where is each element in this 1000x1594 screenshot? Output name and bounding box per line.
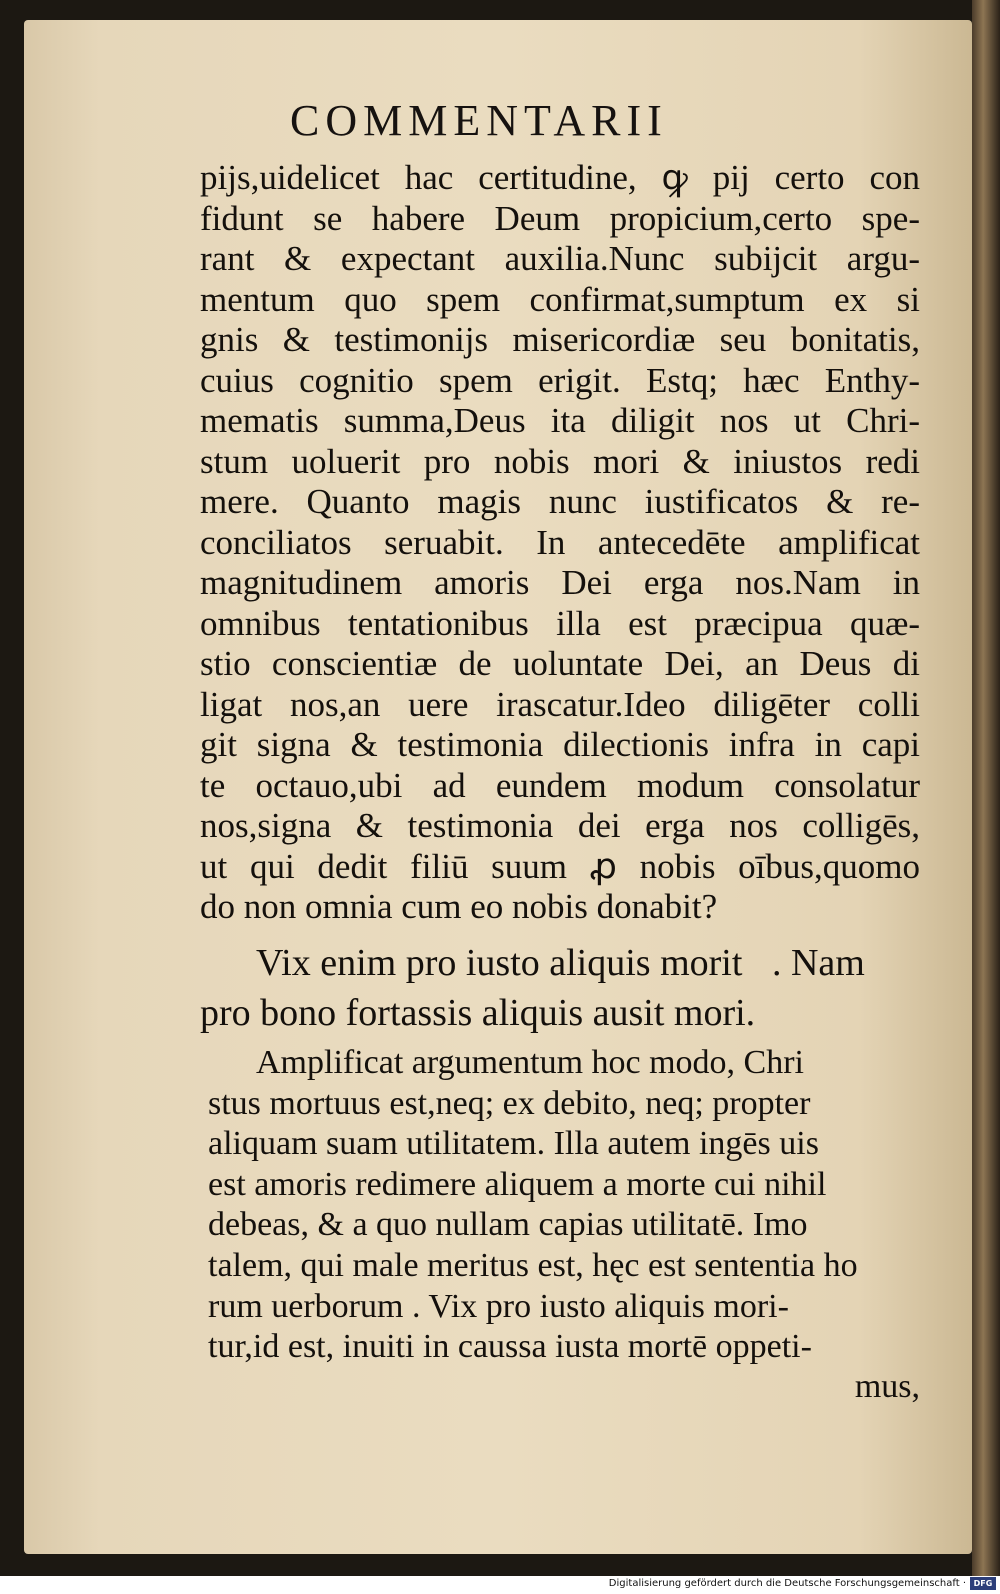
text-line: tur,id est, inuiti in caussa iusta mortē oppeti- xyxy=(208,1328,812,1366)
text-line: est amoris redimere aliquem a morte cui nihil xyxy=(208,1165,827,1203)
text-line: ut qui dedit filiū suum ꝓ nobis oībus,quomo xyxy=(200,846,920,886)
text-line: git signa & testimonia dilectionis infra in capi xyxy=(200,725,920,764)
lemma-quotation xyxy=(200,938,920,1038)
book-edge xyxy=(972,0,1000,1594)
text-line: debeas, & a quo nullam capias utilitatē. Imo xyxy=(208,1206,808,1244)
text-line: stio conscientiæ de uoluntate Dei, an Deus di xyxy=(200,644,920,683)
text-line: magnitudinem amoris Dei erga nos.Nam in xyxy=(200,563,920,602)
lemma-line: pro bono fortassis aliquis ausit mori. xyxy=(200,992,756,1034)
text-line: talem, qui male meritus est, hęc est sententia ho xyxy=(208,1246,858,1284)
text-line: rum uerborum . Vix pro iusto aliquis mori- xyxy=(208,1287,789,1325)
text-line: pijs,uidelicet hac certitudine, ꝙ pij certo con xyxy=(200,158,920,197)
lemma-line: Vix enim pro iusto aliquis morit᷑. Nam xyxy=(256,942,865,984)
footer-credit: Digitalisierung gefördert durch die Deutsche Forschungsgemeinschaft · xyxy=(608,1578,966,1589)
text-line: conciliatos seruabit. In antecedēte amplificat xyxy=(200,522,920,562)
text-line: stum uoluerit pro nobis mori & iniustos redi xyxy=(200,441,920,481)
catchword: mus, xyxy=(854,1368,920,1405)
text-line: nos,signa & testimonia dei erga nos colligēs, xyxy=(200,806,920,845)
text-line: mematis summa,Deus ita diligit nos ut Chri- xyxy=(200,401,920,440)
text-line: fidunt se habere Deum propicium,certo spe- xyxy=(200,198,920,238)
paragraph-1 xyxy=(200,158,920,928)
text-line: mere. Quanto magis nunc iustificatos & re- xyxy=(200,482,920,521)
paragraph-2 xyxy=(208,1043,920,1368)
text-line: omnibus tentationibus illa est præcipua quæ- xyxy=(200,603,920,643)
dfg-logo: DFG xyxy=(970,1577,996,1590)
text-line: cuius cognitio spem erigit. Estq; hæc Enthy- xyxy=(200,360,920,400)
text-line: rant & expectant auxilia.Nunc subijcit argu- xyxy=(200,239,920,278)
running-title: COMMENTARII xyxy=(290,96,668,145)
text-line: gnis & testimonijs misericordiæ seu bonitatis, xyxy=(200,320,920,359)
text-line: ligat nos,an uere irascatur.Ideo diligēter colli xyxy=(200,684,920,724)
text-line: te octauo,ubi ad eundem modum consolatur xyxy=(200,765,920,805)
text-line: aliquam suam utilitatem. Illa autem ingēs uis xyxy=(208,1125,819,1163)
text-line: mentum quo spem confirmat,sumptum ex si xyxy=(200,279,920,319)
text-line: Amplificat argumentum hoc modo, Chri xyxy=(256,1044,805,1081)
text-line: stus mortuus est,neq; ex debito, neq; propter xyxy=(208,1084,811,1122)
text-line: do non omnia cum eo nobis donabit? xyxy=(200,887,718,926)
